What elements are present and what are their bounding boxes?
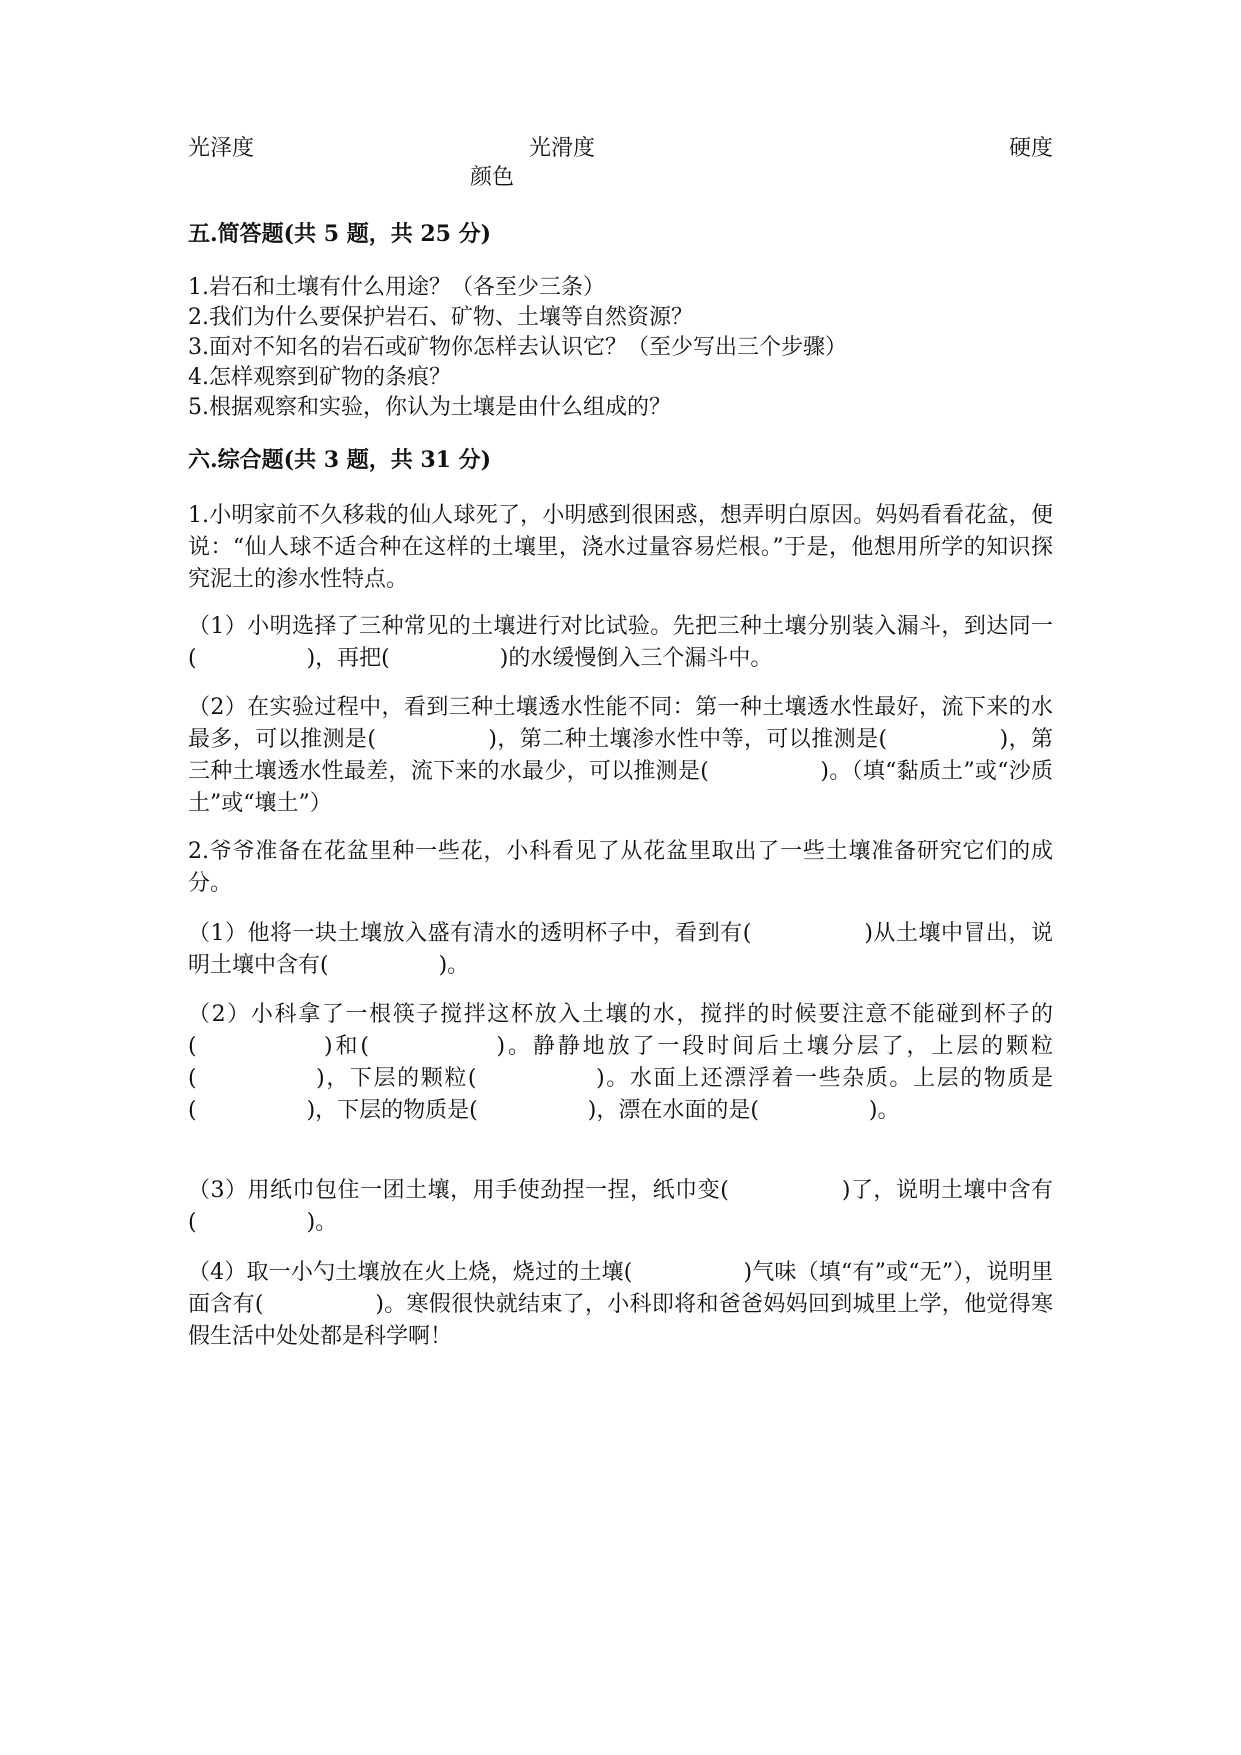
section6-q2-part1: （1）他将一块土壤放入盛有清水的透明杯子中，看到有( )从土壤中冒出，说明土壤中含有( )。 bbox=[188, 921, 1053, 978]
option-hardness: 硬度 bbox=[1008, 136, 1053, 161]
section6-q2-part3: （3）用纸巾包住一团土壤，用手使劲捏一捏，纸巾变( )了，说明土壤中含有( )。 bbox=[188, 1178, 1053, 1235]
option-smoothness: 光滑度 bbox=[529, 136, 596, 161]
section6-q2-part2: （2）小科拿了一根筷子搅拌这杯放入土壤的水，搅拌的时候要注意不能碰到杯子的( )和( )。静静地放了一段时间后土壤分层了，上层的颗粒( )，下层的颗粒( )。水面上还漂浮着一些杂质。上层的物质是( )，下层的物质是( )，漂在水面的是( )。 bbox=[188, 1002, 1053, 1123]
section6-q1-part1: （1）小明选择了三种常见的土壤进行对比试验。先把三种土壤分别装入漏斗，到达同一( )，再把( )的水缓慢倒入三个漏斗中。 bbox=[188, 614, 1053, 671]
section5-title: 五.简答题(共 5 题，共 25 分) bbox=[188, 221, 492, 247]
option-color: 颜色 bbox=[470, 165, 515, 190]
section6-q1-stem: 1.小明家前不久移栽的仙人球死了，小明感到很困惑，想弄明白原因。妈妈看看花盆，便说：“仙人球不适合种在这样的土壤里，浇水过量容易烂根。”于是，他想用所学的知识探究泥土的渗水性特点。 bbox=[188, 503, 1053, 592]
section6-q2-part4: （4）取一小勺土壤放在火上烧，烧过的土壤( )气味（填“有”或“无”），说明里面含有( )。寒假很快就结束了，小科即将和爸爸妈妈回到城里上学，他觉得寒假生活中处处都是科学啊！ bbox=[188, 1260, 1053, 1349]
section6-q2-stem: 2.爷爷准备在花盆里种一些花，小科看见了从花盆里取出了一些土壤准备研究它们的成分。 bbox=[188, 839, 1053, 896]
section6-q1-part2: （2）在实验过程中，看到三种土壤透水性能不同：第一种土壤透水性最好，流下来的水最多，可以推测是( )，第二种土壤渗水性中等，可以推测是( )，第三种土壤透水性最差，流下来的水最少，可以推测是( )。（填“黏质土”或“沙质土”或“壤土”） bbox=[188, 695, 1053, 816]
section6-title: 六.综合题(共 3 题，共 31 分) bbox=[188, 447, 492, 473]
section5-question-1: 1.岩石和土壤有什么用途？（各至少三条） bbox=[188, 275, 605, 300]
section5-question-2: 2.我们为什么要保护岩石、矿物、土壤等自然资源？ bbox=[188, 305, 693, 330]
option-gloss: 光泽度 bbox=[188, 136, 255, 161]
section5-question-4: 4.怎样观察到矿物的条痕？ bbox=[188, 365, 451, 390]
section5-question-5: 5.根据观察和实验，你认为土壤是由什么组成的？ bbox=[188, 395, 671, 420]
section5-question-3: 3.面对不知名的岩石或矿物你怎样去认识它？（至少写出三个步骤） bbox=[188, 335, 847, 360]
